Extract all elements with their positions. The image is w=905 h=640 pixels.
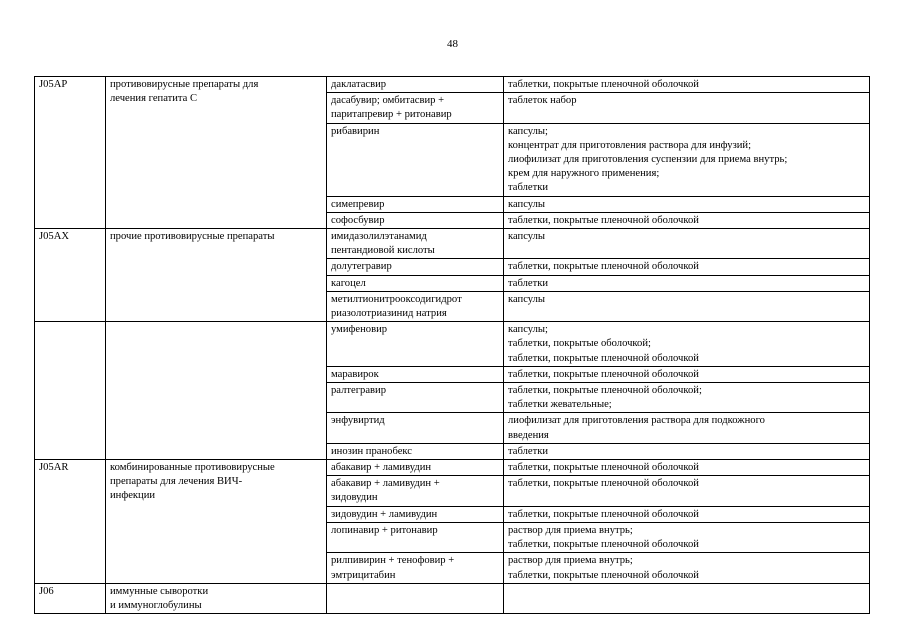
drug-name-line: паритапревир + ритонавир — [331, 109, 452, 121]
table-body — [35, 77, 870, 614]
dosage-form-line: таблетки — [508, 445, 549, 457]
drug-name-cell — [327, 196, 504, 212]
drug-name-cell — [327, 291, 504, 321]
dosage-form-line: крем для наружного применения; — [508, 168, 660, 180]
dosage-form-line: таблетки жевательные; — [508, 399, 612, 411]
table-row — [35, 229, 870, 259]
drug-name-line: абакавир + ламивудин + — [331, 478, 440, 490]
table-row — [35, 460, 870, 476]
drug-name-cell — [327, 259, 504, 275]
drug-group-line: и иммуноглобулины — [110, 599, 202, 611]
dosage-form-cell — [504, 196, 870, 212]
drug-name-line: инозин пранобекс — [331, 445, 412, 457]
dosage-form-line: таблетки — [508, 182, 549, 194]
dosage-form-cell — [504, 476, 870, 506]
dosage-form-cell — [504, 443, 870, 459]
drug-name-line: рибавирин — [331, 125, 380, 137]
drug-name-cell — [327, 123, 504, 196]
drug-group-cell — [106, 460, 327, 584]
drug-name-line: рилпивирин + тенофовир + — [331, 555, 455, 567]
drug-group-line: лечения гепатита С — [110, 93, 198, 105]
dosage-form-line: таблетки, покрытые оболочкой; — [508, 338, 651, 350]
dosage-form-line: капсулы — [508, 293, 546, 305]
page-number: 48 — [447, 38, 458, 50]
dosage-form-cell — [504, 553, 870, 583]
atc-code-cell: J05AX — [35, 229, 106, 322]
drug-name-line: маравирок — [331, 368, 379, 380]
atc-code-cell: J05AP — [35, 77, 106, 229]
table-row — [35, 583, 870, 613]
drug-name-cell — [327, 322, 504, 367]
drug-name-cell — [327, 522, 504, 552]
dosage-form-line: раствор для приема внутрь; — [508, 555, 633, 567]
drug-name-line: симепревир — [331, 198, 385, 210]
atc-code-cell — [35, 322, 106, 460]
dosage-form-line: капсулы; — [508, 125, 548, 137]
dosage-form-line: таблетки, покрытые пленочной оболочкой — [508, 352, 699, 364]
dosage-form-line: таблетки, покрытые пленочной оболочкой; — [508, 385, 702, 397]
drug-name-line: риазолотриазинид натрия — [331, 308, 447, 320]
drug-group-cell — [106, 583, 327, 613]
drug-name-cell — [327, 366, 504, 382]
drug-name-line: софосбувир — [331, 214, 385, 226]
dosage-form-cell — [504, 366, 870, 382]
drug-group-line: комбинированные противовирусные — [110, 462, 275, 474]
dosage-form-line: лиофилизат для приготовления раствора для подкожного — [508, 415, 765, 427]
dosage-form-cell — [504, 229, 870, 259]
dosage-form-line: таблетки, покрытые пленочной оболочкой — [508, 508, 699, 520]
drug-name-cell — [327, 476, 504, 506]
dosage-form-line: лиофилизат для приготовления суспензии для приема внутрь; — [508, 154, 788, 166]
drug-group-cell — [106, 322, 327, 460]
drug-name-cell — [327, 229, 504, 259]
atc-code-cell: J05AR — [35, 460, 106, 584]
drug-name-line: абакавир + ламивудин — [331, 462, 432, 474]
drug-name-line: имидазолилэтанамид — [331, 231, 427, 243]
dosage-form-line: таблетки, покрытые пленочной оболочкой — [508, 214, 699, 226]
dosage-form-cell — [504, 413, 870, 443]
drug-name-line: зидовудин + ламивудин — [331, 508, 438, 520]
dosage-form-cell — [504, 259, 870, 275]
dosage-form-line: капсулы — [508, 231, 546, 243]
dosage-form-line: таблеток набор — [508, 95, 577, 107]
table-row — [35, 77, 870, 93]
drug-name-cell — [327, 583, 504, 613]
drug-name-line: даклатасвир — [331, 79, 387, 90]
dosage-form-cell — [504, 275, 870, 291]
dosage-form-line: таблетки, покрытые пленочной оболочкой — [508, 79, 699, 90]
drug-name-line: умифеновир — [331, 324, 388, 336]
drug-name-cell — [327, 93, 504, 123]
dosage-form-line: введения — [508, 429, 549, 441]
drug-group-line: препараты для лечения ВИЧ- — [110, 476, 243, 488]
drug-group-line: противовирусные препараты для — [110, 79, 259, 90]
drug-table — [34, 76, 870, 614]
dosage-form-line: капсулы — [508, 198, 546, 210]
dosage-form-cell — [504, 93, 870, 123]
drug-name-line: ралтегравир — [331, 385, 387, 397]
drug-name-cell — [327, 77, 504, 93]
dosage-form-cell — [504, 583, 870, 613]
dosage-form-line: таблетки, покрытые пленочной оболочкой — [508, 462, 699, 474]
drug-group-line: инфекции — [110, 490, 156, 502]
drug-name-line: метилтионитрооксодигидрот — [331, 293, 462, 305]
dosage-form-cell — [504, 522, 870, 552]
drug-name-cell — [327, 212, 504, 228]
drug-group-cell — [106, 77, 327, 229]
dosage-form-line: таблетки, покрытые пленочной оболочкой — [508, 478, 699, 490]
dosage-form-cell — [504, 291, 870, 321]
dosage-form-cell — [504, 383, 870, 413]
dosage-form-line: таблетки — [508, 277, 549, 289]
table-row — [35, 322, 870, 367]
drug-name-line: эмтрицитабин — [331, 569, 396, 581]
dosage-form-line: раствор для приема внутрь; — [508, 524, 633, 536]
dosage-form-cell — [504, 460, 870, 476]
drug-name-cell — [327, 443, 504, 459]
dosage-form-line: концентрат для приготовления раствора для инфузий; — [508, 139, 752, 151]
drug-name-line: долутегравир — [331, 261, 392, 273]
drug-name-cell — [327, 383, 504, 413]
drug-name-line: энфувиртид — [331, 415, 385, 427]
dosage-form-cell — [504, 212, 870, 228]
drug-name-line: лопинавир + ритонавир — [331, 524, 438, 536]
drug-name-line: кагоцел — [331, 277, 366, 289]
atc-code-cell: J06 — [35, 583, 106, 613]
dosage-form-cell — [504, 322, 870, 367]
drug-group-line: иммунные сыворотки — [110, 585, 209, 597]
drug-group-cell — [106, 229, 327, 322]
dosage-form-line: таблетки, покрытые пленочной оболочкой — [508, 261, 699, 273]
drug-group-line: прочие противовирусные препараты — [110, 231, 275, 243]
drug-name-line: зидовудин — [331, 492, 378, 504]
drug-name-cell — [327, 460, 504, 476]
drug-name-cell — [327, 553, 504, 583]
dosage-form-cell — [504, 77, 870, 93]
dosage-form-cell — [504, 123, 870, 196]
drug-name-cell — [327, 275, 504, 291]
dosage-form-line: таблетки, покрытые пленочной оболочкой — [508, 539, 699, 551]
drug-name-line: пентандиовой кислоты — [331, 245, 435, 257]
drug-name-line: дасабувир; омбитасвир + — [331, 95, 445, 107]
dosage-form-cell — [504, 506, 870, 522]
drug-name-cell — [327, 506, 504, 522]
dosage-form-line: капсулы; — [508, 324, 548, 336]
dosage-form-line: таблетки, покрытые пленочной оболочкой — [508, 569, 699, 581]
dosage-form-line: таблетки, покрытые пленочной оболочкой — [508, 368, 699, 380]
drug-name-cell — [327, 413, 504, 443]
